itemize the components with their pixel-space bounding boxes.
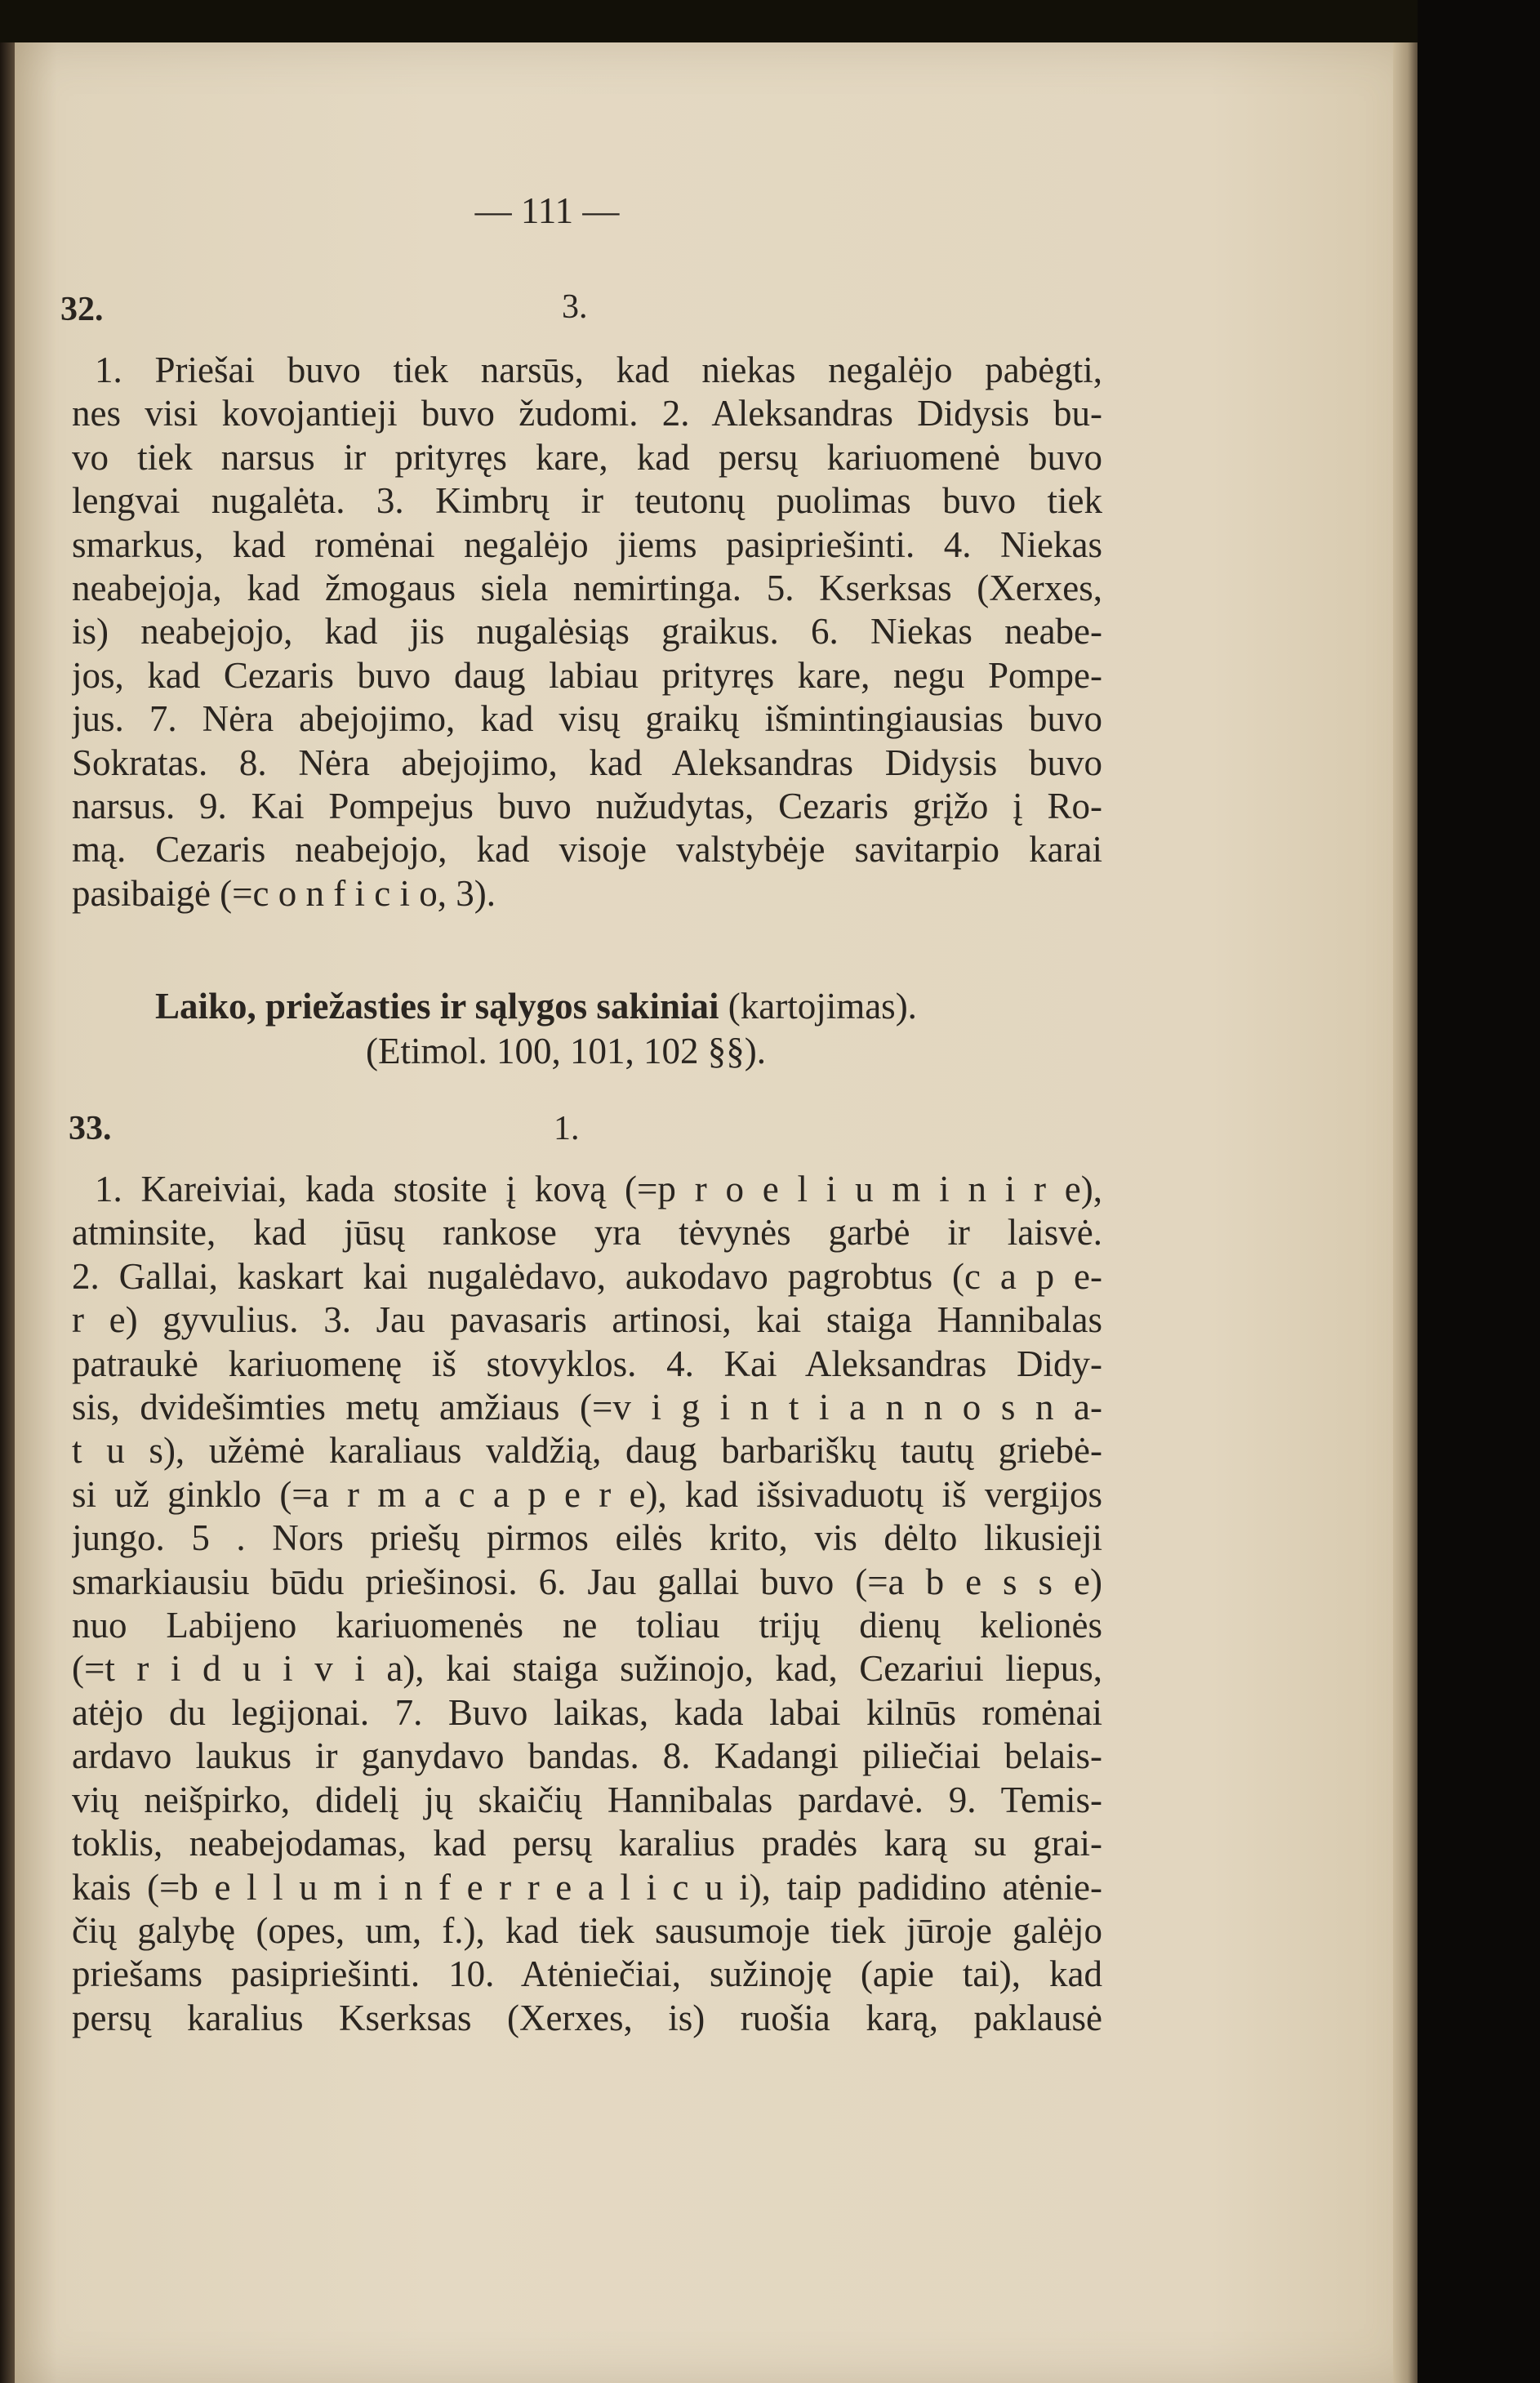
text-line: atėjo du legijonai. 7. Buvo laikas, kada labai kilnūs romėnai [72,1691,1102,1733]
exercise-33-number: 33. [69,1110,112,1147]
text-line: nes visi kovojantieji buvo žudomi. 2. Aleksandras Didysis bu- [72,393,1102,434]
text-line: smarkiausiu būdu priešinosi. 6. Jau gallai buvo (=a b e s s e) [72,1561,1102,1602]
heading-title: Laiko, priežasties ir sąlygos sakiniai [155,986,719,1027]
text-line: persų karalius Kserksas (Xerxes, is) ruošia karą, paklausė [72,1997,1102,2038]
text-line: si už ginklo (=a r m a c a p e r e), kad išsivaduotų iš vergijos [72,1473,1102,1515]
page-number: — 111 — [474,190,620,231]
text-line: jos, kad Cezaris buvo daug labiau prityręs kare, negu Pompe- [72,654,1102,696]
scan-right-border [1418,0,1540,2383]
text-line: r e) gyvulius. 3. Jau pavasaris artinosi, kai staiga Hannibalas [72,1299,1102,1341]
text-line: vių neišpirko, didelį jų skaičių Hannibalas pardavė. 9. Temis- [72,1779,1102,1820]
text-line: lengvai nugalėta. 3. Kimbrų ir teutonų puolimas buvo tiek [72,480,1102,522]
exercise-33-subnumber: 1. [554,1110,580,1147]
text-line: Sokratas. 8. Nėra abejojimo, kad Aleksandras Didysis buvo [72,742,1102,783]
heading-subtitle: (kartojimas). [719,986,917,1027]
text-line: pasibaigė (=c o n f i c i o, 3). [72,872,496,914]
scan-left-border [0,42,15,2383]
text-line: neabejoja, kad žmogaus siela nemirtinga. 5. Kserksas (Xerxes, [72,568,1102,609]
text-line: jungo. 5 . Nors priešų pirmos eilės krito, vis dėlto likusieji [72,1517,1102,1559]
exercise-32-subnumber: 3. [562,288,588,326]
text-line: mą. Cezaris neabejojo, kad visoje valstybėje savitarpio karai [72,829,1102,871]
text-line: čių galybę (opes, um, f.), kad tiek sausumoje tiek jūroje galėjo [72,1909,1102,1951]
text-line: ardavo laukus ir ganydavo bandas. 8. Kadangi piliečiai belais- [72,1735,1102,1777]
text-line: patraukė kariuomenę iš stovyklos. 4. Kai Aleksandras Didy- [72,1343,1102,1384]
text-line: smarkus, kad romėnai negalėjo jiems pasipriešinti. 4. Niekas [72,523,1102,565]
text-line: vo tiek narsus ir prityręs kare, kad persų kariuomenė buvo [72,436,1102,478]
heading-reference: (Etimol. 100, 101, 102 §§). [366,1031,766,1071]
text-line: atminsite, kad jūsų rankose yra tėvynės garbė ir laisvė. [72,1212,1102,1254]
section-heading [155,984,1119,1074]
page-edge-shadow [1393,42,1418,2383]
text-line: sis, dvidešimties metų amžiaus (=v i g i n t i a n n o s n a- [72,1387,1102,1428]
exercise-32-number: 32. [60,291,104,328]
text-line: jus. 7. Nėra abejojimo, kad visų graikų išmintingiausias buvo [72,698,1102,740]
text-line: 1. Kareiviai, kada stosite į kovą (=p r o e l i u m i n i r e), [95,1169,1102,1209]
text-line: t u s), užėmė karaliaus valdžią, daug barbariškų tautų griebė- [72,1430,1102,1472]
scan-top-border [0,0,1540,42]
text-line: toklis, neabejodamas, kad persų karalius pradės karą su grai- [72,1823,1102,1864]
text-line: kais (=b e l l u m i n f e r r e a l i c u i), taip padidino atėnie- [72,1866,1102,1908]
text-line: 2. Gallai, kaskart kai nugalėdavo, aukodavo pagrobtus (c a p e- [72,1255,1102,1297]
text-line: narsus. 9. Kai Pompejus buvo nužudytas, Cezaris grįžo į Ro- [72,786,1102,827]
text-line: priešams pasipriešinti. 10. Atėniečiai, sužinoję (apie tai), kad [72,1953,1102,1995]
text-line: (=t r i d u i v i a), kai staiga sužinojo, kad, Cezariui liepus, [72,1648,1102,1690]
text-line: is) neabejojo, kad jis nugalėsiąs graikus. 6. Niekas neabe- [72,611,1102,653]
exercise-33-text [72,1168,1102,2040]
text-line: 1. Priešai buvo tiek narsūs, kad niekas negalėjo pabėgti, [95,350,1102,390]
exercise-32-text [72,349,1102,915]
text-line: nuo Labijeno kariuomenės ne toliau trijų dienų kelionės [72,1605,1102,1646]
